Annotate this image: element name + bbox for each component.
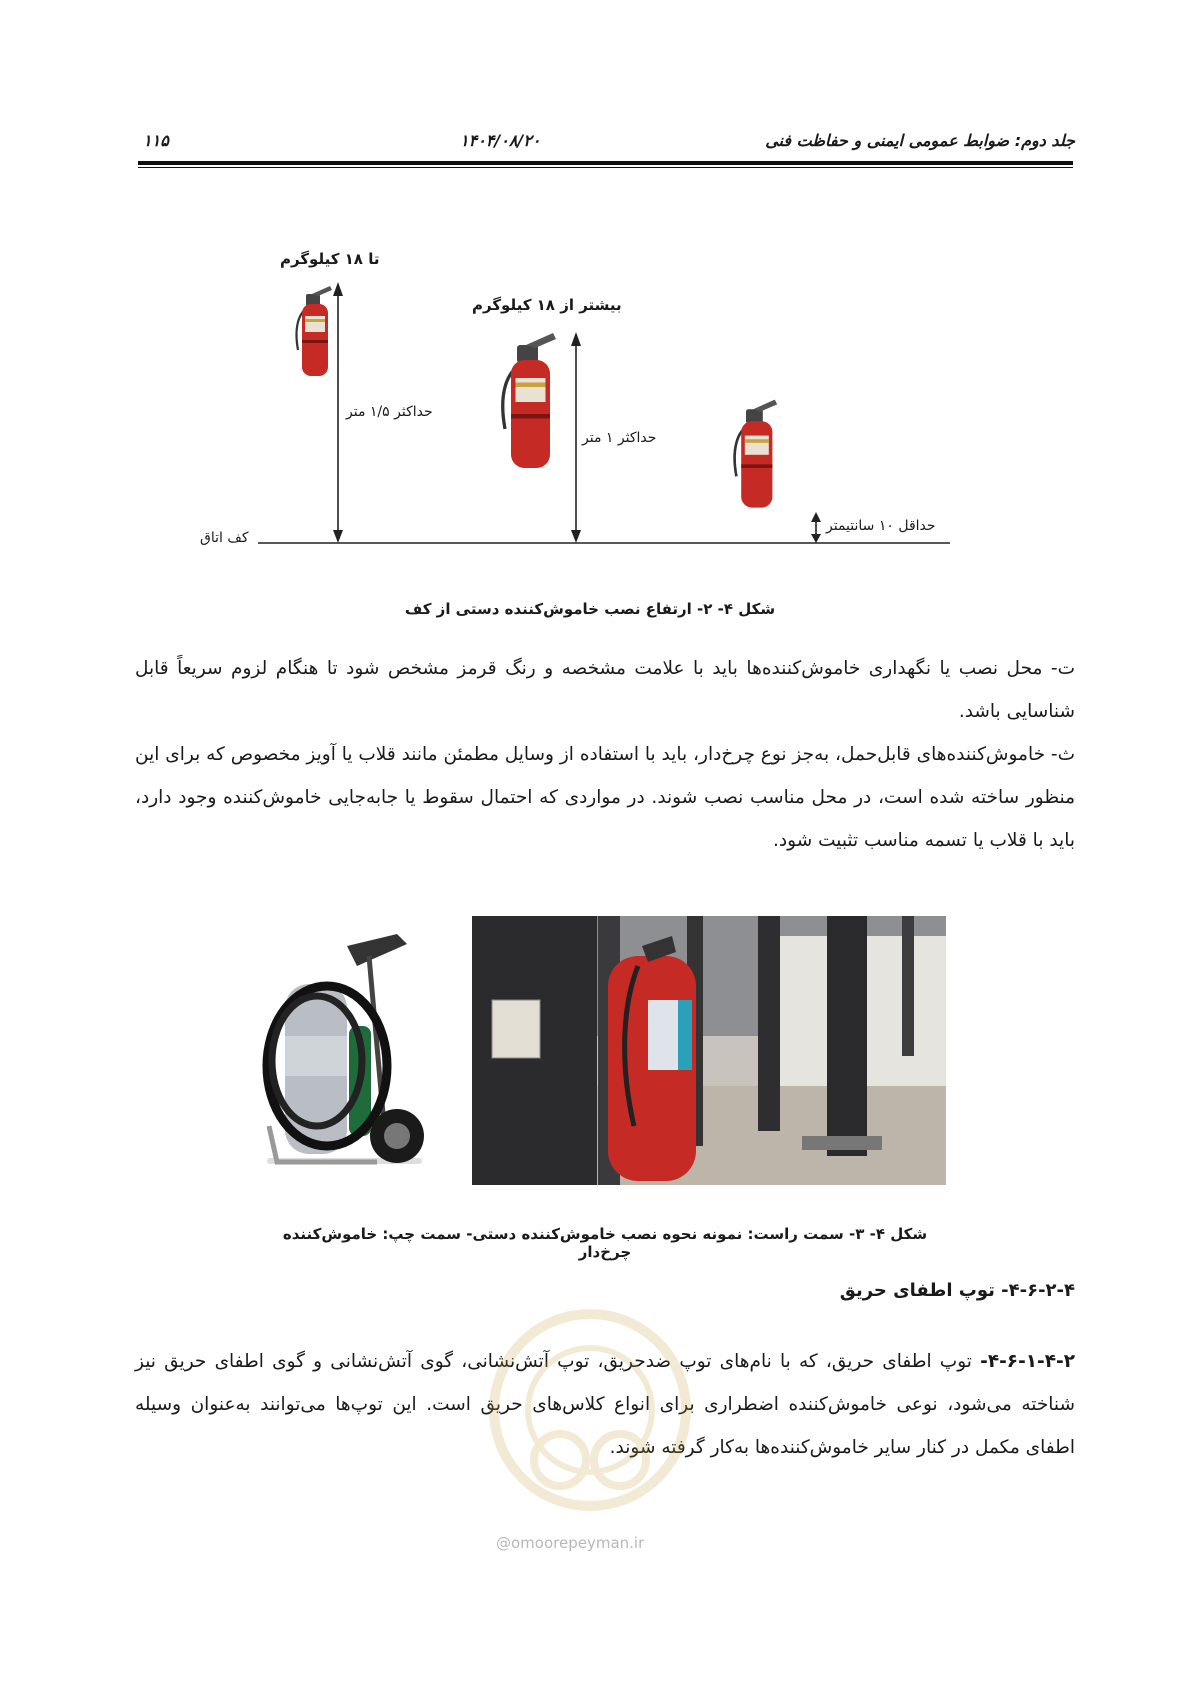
section-body-text: توپ اطفای حریق، که با نام‌های توپ ضدحریق، توپ آتش‌نشانی، گوی آتش‌نشانی و گوی اطفای حریق نیز شناخته می‌شود، نوعی خاموش‌کننده اضطراری برای انواع کلاس‌های حریق است. این توپ‌ها می‌توانند به‌عنوان وسیله اطفای مکمل در کنار سایر خاموش‌کننده‌ها به‌کار گرفته شوند. — [135, 1351, 1075, 1458]
watermark-text: @omoorepeyman.ir — [496, 1534, 645, 1552]
extinguisher-floor-icon — [735, 400, 778, 508]
section-heading: ۴-۶-۲-۴- توپ اطفای حریق — [839, 1280, 1075, 1301]
installed-extinguisher-photo — [472, 916, 946, 1185]
extinguisher-small-icon — [297, 286, 333, 376]
watermark-logo — [470, 1300, 740, 1560]
figure1-caption: شکل ۴- ۲- ارتفاع نصب خاموش‌کننده دستی از کف — [404, 600, 776, 618]
header-rule-thick — [138, 161, 1073, 165]
paragraph-te — [135, 647, 1075, 733]
header-date: ۱۴۰۴/۰۸/۲۰ — [460, 131, 541, 150]
header-title: جلد دوم: ضوابط عمومی ایمنی و حفاظت فنی — [765, 131, 1075, 150]
label-up-to-18kg: تا ۱۸ کیلوگرم — [280, 250, 380, 268]
paragraph-se — [135, 733, 1075, 862]
label-max-1-5m: حداکثر ۱/۵ متر — [346, 404, 433, 420]
section-body-number: ۴-۶-۱-۴-۲- — [980, 1351, 1075, 1372]
page-number: ۱۱۵ — [143, 131, 169, 150]
extinguisher-large-icon — [503, 333, 556, 468]
label-more-than-18kg: بیشتر از ۱۸ کیلوگرم — [472, 296, 622, 314]
wheeled-extinguisher-image — [257, 926, 432, 1171]
label-floor: کف اتاق — [200, 530, 249, 546]
label-max-1m: حداکثر ۱ متر — [582, 430, 657, 446]
installation-height-diagram — [180, 240, 960, 560]
label-min-10cm: حداقل ۱۰ سانتیمتر — [826, 518, 936, 534]
paragraph-se-text: ث- خاموش‌کننده‌های قابل‌حمل، به‌جز نوع چرخ‌دار، باید با استفاده از وسایل مطمئن مانند قلاب یا آویز مخصوص که برای این منظور ساخته شده است، در محل مناسب نصب شوند. در مواردی که احتمال سقوط یا جابه‌جایی خاموش‌کننده وجود دارد، باید با قلاب یا تسمه مناسب تثبیت شود. — [135, 744, 1075, 851]
paragraph-te-text: ت- محل نصب یا نگهداری خاموش‌کننده‌ها باید با علامت مشخصه و رنگ قرمز مشخص شود تا هنگام لزوم سریعاً قابل شناسایی باشد. — [135, 658, 1075, 722]
figure2-caption: شکل ۴- ۳- سمت راست: نمونه نحوه نصب خاموش‌کننده دستی- سمت چپ: خاموش‌کننده چرخ‌دار — [282, 1225, 928, 1261]
header-rule-thin — [138, 167, 1073, 168]
